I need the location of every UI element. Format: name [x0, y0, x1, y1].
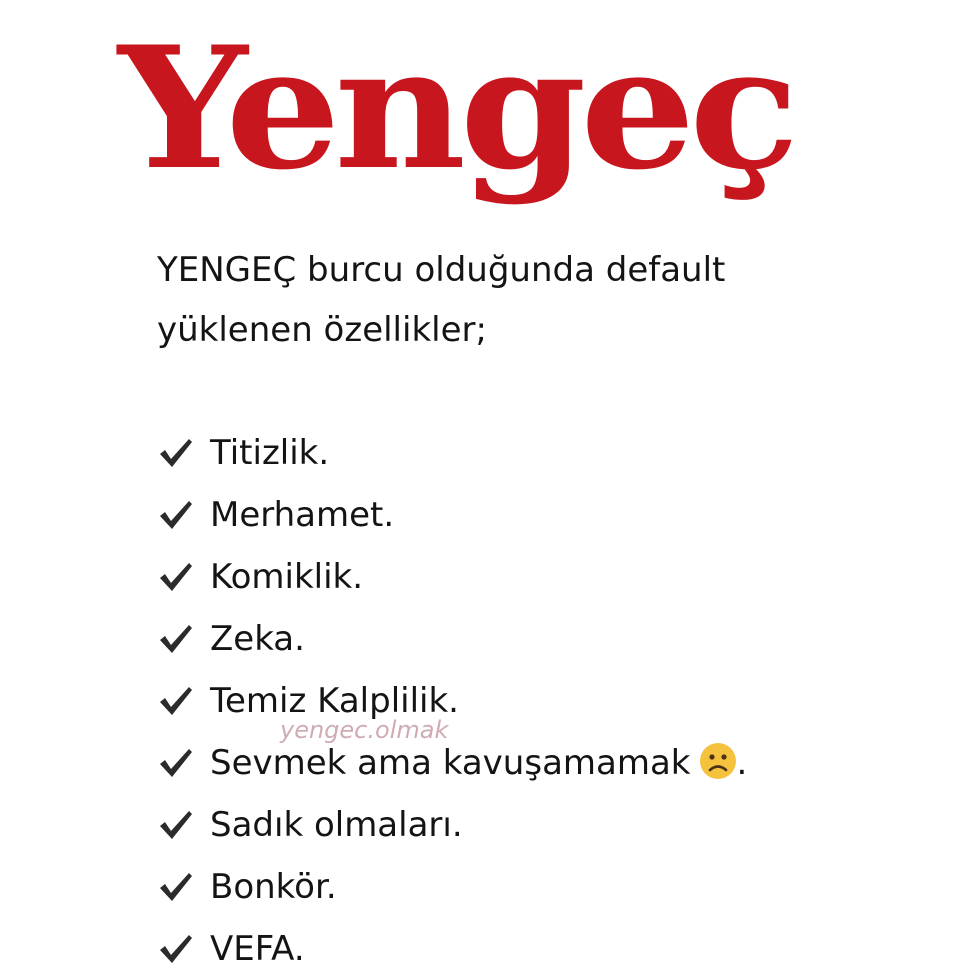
- checkmark-icon: [158, 808, 194, 842]
- list-item-text: Bonkör.: [210, 867, 337, 907]
- list-item-text: Merhamet.: [210, 495, 395, 535]
- list-item: [158, 856, 747, 918]
- watermark: yengec.olmak: [280, 716, 449, 744]
- list-item: [158, 484, 747, 546]
- list-item-text: Titizlik.: [210, 433, 330, 473]
- intro-text: [157, 240, 917, 360]
- list-item-text: VEFA.: [210, 929, 305, 969]
- checkmark-icon: [158, 436, 194, 470]
- checkmark-icon: [158, 870, 194, 904]
- checkmark-icon: [158, 684, 194, 718]
- intro-line-1: YENGEÇ burcu olduğunda default: [157, 250, 726, 290]
- checkmark-icon: [158, 498, 194, 532]
- list-item: [158, 608, 747, 670]
- page-title: Yengeç: [118, 9, 794, 207]
- traits-list: [158, 422, 747, 980]
- list-item-suffix: .: [736, 743, 748, 783]
- list-item-text: Temiz Kalplilik.: [210, 681, 459, 721]
- intro-line-2: yüklenen özellikler;: [157, 310, 487, 350]
- list-item-text: Sevmek ama kavuşamamak: [210, 743, 691, 783]
- list-item-text: Komiklik.: [210, 557, 364, 597]
- list-item: [158, 732, 747, 794]
- checkmark-icon: [158, 932, 194, 966]
- list-item: [158, 422, 747, 484]
- list-item: [158, 794, 747, 856]
- checkmark-icon: [158, 746, 194, 780]
- list-item-text: Sadık olmaları.: [210, 805, 463, 845]
- checkmark-icon: [158, 560, 194, 594]
- list-item: [158, 670, 747, 732]
- sad-face-emoji-icon: [699, 742, 737, 780]
- checkmark-icon: [158, 622, 194, 656]
- list-item: [158, 918, 747, 980]
- list-item: [158, 546, 747, 608]
- list-item-text: Zeka.: [210, 619, 305, 659]
